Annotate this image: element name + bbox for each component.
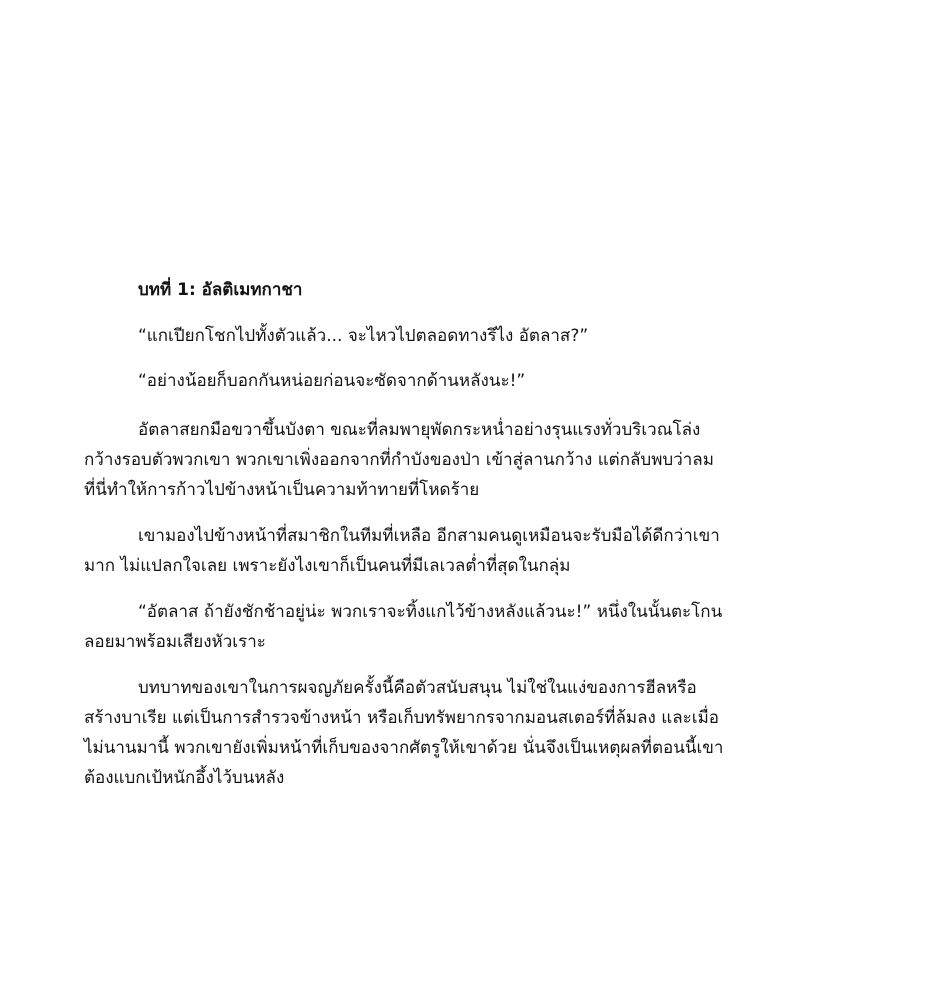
chapter-title: บทที่ 1: อัลติเมทกาชา <box>138 280 303 300</box>
paragraph-narration-1: อัตลาสยกมือขวาขึ้นบังตา ขณะที่ลมพายุพัดกระหน่ำอย่างรุนแรงทั่วบริเวณโล่ง กว้างรอบตัวพวกเขา พวกเขาเพิ่งออกจากที่กำบังของป่า เข้าสู่ลานกว้าง แต่กลับพบว่าลม ที่นี่ทำให้การก้าวไปข้างหน้าเป็นความท้าทายที่โหดร้าย <box>84 420 714 500</box>
paragraph-dialogue-2: “อย่างน้อยก็บอกกันหน่อยก่อนจะซัดจากด้านหลังนะ!” <box>138 371 526 391</box>
paragraph-dialogue-3: “อัตลาส ถ้ายังชักช้าอยู่น่ะ พวกเราจะทิ้งแกไว้ข้างหลังแล้วนะ!” หนึ่งในนั้นตะโกน ลอยมาพร้อมเสียงหัวเราะ <box>84 602 723 652</box>
paragraph-narration-3: บทบาทของเขาในการผจญภัยครั้งนี้คือตัวสนับสนุน ไม่ใช่ในแง่ของการฮีลหรือ สร้างบาเรีย แต่เป็นการสำรวจข้างหน้า หรือเก็บทรัพยากรจากมอนสเตอร์ที่ล้มลง และเมื่อ ไม่นานมานี้ พวกเขายังเพิ่มหน้าที่เก็บของจากศัตรูให้เขาด้วย นั่นจึงเป็นเหตุผลที่ตอนนี้เขา ต้องแบกเป้หนักอึ้งไว้บนหลัง <box>84 678 724 788</box>
paragraph-dialogue-1: “แกเปียกโชกไปทั้งตัวแล้ว... จะไหวไปตลอดทางรึไง อัตลาส?” <box>138 326 589 346</box>
paragraph-narration-2: เขามองไปข้างหน้าที่สมาชิกในทีมที่เหลือ อีกสามคนดูเหมือนจะรับมือได้ดีกว่าเขา มาก ไม่แปลกใจเลย เพราะยังไงเขาก็เป็นคนที่มีเลเวลต่ำที่สุดในกลุ่ม <box>84 526 720 576</box>
